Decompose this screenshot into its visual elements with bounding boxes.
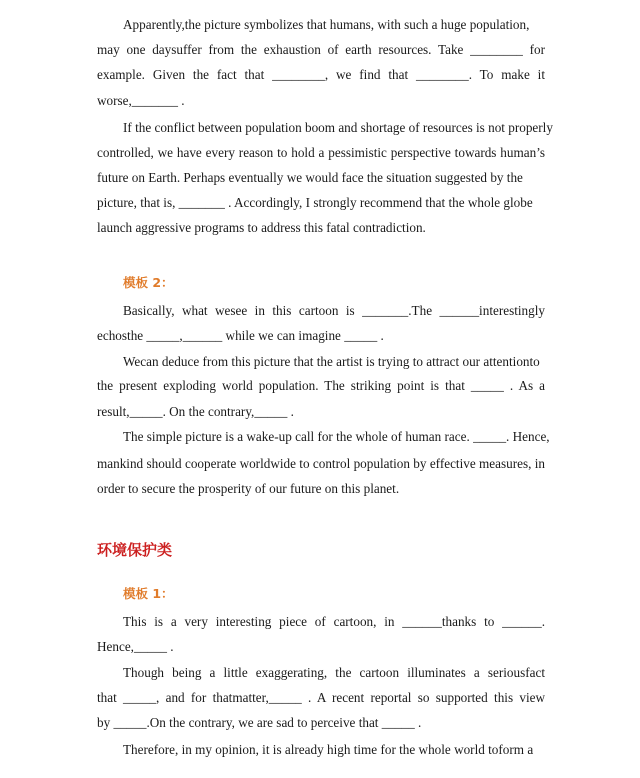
- template-heading: 模板 1：: [123, 586, 174, 601]
- paragraph-line: may one daysuffer from the exhaustion of earth resources. Take ________ for: [97, 42, 545, 57]
- paragraph-line: Though being a little exaggerating, the cartoon illuminates a seriousfact: [123, 665, 545, 680]
- paragraph-line: echosthe _____,______ while we can imagine _____ .: [97, 328, 384, 343]
- paragraph-line: that _____, and for thatmatter,_____ . A recent reportal so supported this view: [97, 690, 545, 705]
- paragraph-line: Therefore, in my opinion, it is already high time for the whole world toform a: [123, 742, 534, 757]
- paragraph-line: by _____.On the contrary, we are sad to perceive that _____ .: [97, 715, 422, 730]
- paragraph-line: controlled, we have every reason to hold a pessimistic perspective towards human’s: [97, 145, 545, 160]
- paragraph-line: mankind should cooperate worldwide to control population by effective measures, in: [97, 456, 545, 471]
- paragraph-line: result,_____. On the contrary,_____ .: [97, 404, 294, 419]
- paragraph-line: This is a very interesting piece of cartoon, in ______thanks to ______.: [123, 614, 545, 629]
- paragraph-line: worse,_______ .: [97, 93, 185, 108]
- paragraph-line: example. Given the fact that ________, we find that ________. To make it: [97, 67, 545, 82]
- paragraph-line: The simple picture is a wake-up call for the whole of human race. _____. Hence,: [123, 429, 550, 444]
- paragraph-line: picture, that is, _______ . Accordingly, I strongly recommend that the whole globe: [97, 195, 533, 210]
- paragraph-line: Apparently,the picture symbolizes that humans, with such a huge population,: [123, 17, 530, 32]
- template-heading: 模板 2：: [123, 275, 174, 290]
- paragraph-line: order to secure the prosperity of our future on this planet.: [97, 481, 400, 496]
- paragraph-line: launch aggressive programs to address this fatal contradiction.: [97, 220, 426, 235]
- paragraph-line: If the conflict between population boom and shortage of resources is not properly: [123, 120, 553, 135]
- paragraph-line: future on Earth. Perhaps eventually we would face the situation suggested by the: [97, 170, 523, 185]
- paragraph-line: the present exploding world population. The striking point is that _____ . As a: [97, 378, 545, 393]
- paragraph-line: Basically, what wesee in this cartoon is _______.The ______interestingly: [123, 303, 545, 318]
- paragraph-line: Wecan deduce from this picture that the artist is trying to attract our attentionto: [123, 354, 540, 369]
- paragraph-line: Hence,_____ .: [97, 639, 174, 654]
- section-heading: 环境保护类: [97, 541, 173, 559]
